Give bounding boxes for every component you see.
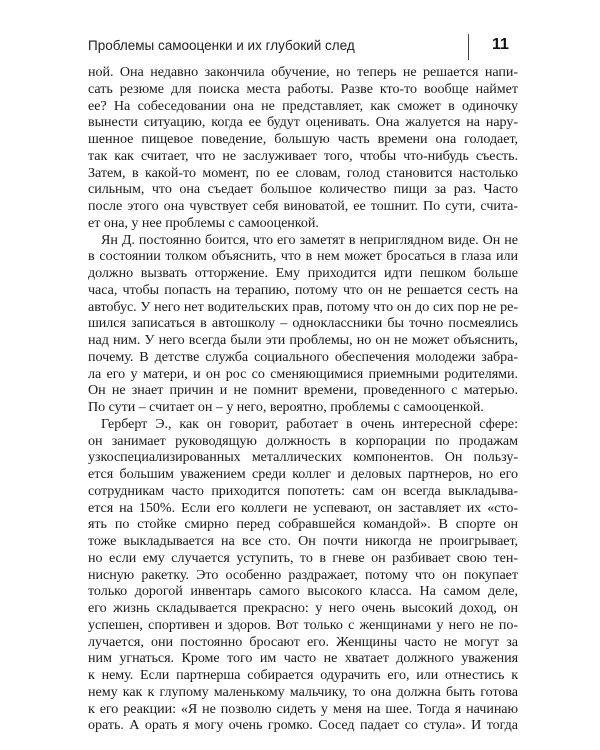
text-line: сильным, что она съедает большое количество пищи за раз. Часто [88, 181, 518, 198]
text-line: так как считает, что не заслуживает того, чтобы что-нибудь съесть. [88, 147, 518, 164]
chapter-title: Проблемы самооценки и их глубокий след [88, 38, 355, 53]
text-line: в состоянии толком объяснить, что в нем может бросаться в глаза или [88, 248, 518, 265]
text-line: к его реакции: «Я не позволю сидеть у меня на шее. Тогда я начинаю [88, 700, 518, 717]
text-line: ной. Она недавно закончила обучение, но теперь не решается напи- [88, 64, 518, 80]
text-line: лучается, они постоянно бросают его. Женщины часто не могут за [88, 633, 518, 650]
header-divider [468, 34, 469, 60]
text-line: Затем, в какой-то момент, по ее словам, голод становится настолько [88, 164, 518, 181]
text-line: после этого она чувствует себя виноватой, ее тошнит. По сути, счита- [88, 198, 518, 214]
text-line: нисную ракетку. Это особенно раздражает, потому что он покупает [88, 566, 518, 583]
text-line: ее? На собеседовании она не представляет, как сможет в одиночку [88, 97, 518, 114]
text-line: успешен, спортивен и здоров. Вот только с женщинами у него не по- [88, 616, 518, 633]
text-line: ним угнаться. Кроме того им часто не хватает должного уважения [88, 650, 518, 667]
text-line: Герберт Э., как он говорит, работает в очень интересной сфере: [101, 415, 518, 432]
body-text [88, 64, 518, 734]
paragraph-1 [88, 64, 518, 232]
text-line: тоже выкладывается на все сто. Он почти никогда не проигрывает, [88, 533, 518, 549]
text-line: ет она, у нее проблемы с самооценкой. [88, 214, 319, 231]
running-header [88, 36, 518, 60]
text-line: автобус. У него нет водительских прав, потому что он до сих пор не ре- [88, 298, 518, 315]
page-number: 11 [492, 36, 509, 53]
text-line: шенное пищевое поведение, большую часть времени она голодает, [88, 131, 518, 147]
text-line: нему как к глупому маленькому мальчику, то она должна быть готова [88, 683, 518, 700]
text-line: ять по стойке смирно перед собравшейся командой». В спорте он [88, 516, 518, 533]
text-line: но если ему случается уступить, то в гневе он разбивает свою тен- [88, 549, 518, 566]
text-line: он занимает руководящую должность в корпорации по продажам [88, 432, 518, 449]
text-line: почему. В детстве служба социального обеспечения молодежи забра- [88, 348, 518, 365]
text-line: должно вызвать отторжение. Ему приходится идти пешком больше [88, 265, 518, 281]
text-line: только дорогой инвентарь самого высокого класса. На самом деле, [88, 583, 518, 600]
text-line: ется на 150%. Если его коллеги не успевают, он заставляет их «сто- [88, 499, 518, 516]
text-line: над ним. У него всегда были эти проблемы, но он не может объяснить, [88, 332, 518, 348]
paragraph-3 [88, 416, 518, 734]
paragraph-2 [88, 232, 518, 416]
text-line: сать резюме для поиска места работы. Разве кто-то вообще наймет [88, 80, 518, 97]
text-line: к нему. Если партнерша собирается одурачить его, или отнестись к [88, 667, 518, 683]
text-line: По сути – считает он – у него, вероятно, проблемы с самооценкой. [88, 399, 484, 415]
text-line: ла его у матери, и он рос со сменяющимися приемными родителями. [88, 365, 518, 382]
text-line: орать. А орать я могу очень громко. Сосед падает со стула». И тогда [88, 717, 518, 734]
text-line: часа, чтобы попасть на терапию, потому что он не решается сесть на [88, 281, 518, 298]
text-line: Он не знает причин и не помнит времени, проведенного с матерью. [88, 382, 518, 399]
text-line: его жизнь складывается прекрасно: у него очень высокий доход, он [88, 600, 518, 616]
text-line: шился записаться в автошколу – одноклассники бы точно посмеялись [88, 315, 518, 332]
text-line: Ян Д. постоянно боится, что его заметят в неприглядном виде. Он не [101, 231, 518, 248]
text-line: сотрудникам часто приходится попотеть: сам он всегда выкладыва- [88, 482, 518, 499]
text-line: вынести ситуацию, когда ее будут оценивать. Она жалуется на нару- [88, 114, 518, 131]
text-line: узкоспециализированных металлических компонентов. Он пользу- [88, 449, 518, 466]
text-line: ется большим уважением среди коллег и деловых партнеров, но его [88, 466, 518, 482]
